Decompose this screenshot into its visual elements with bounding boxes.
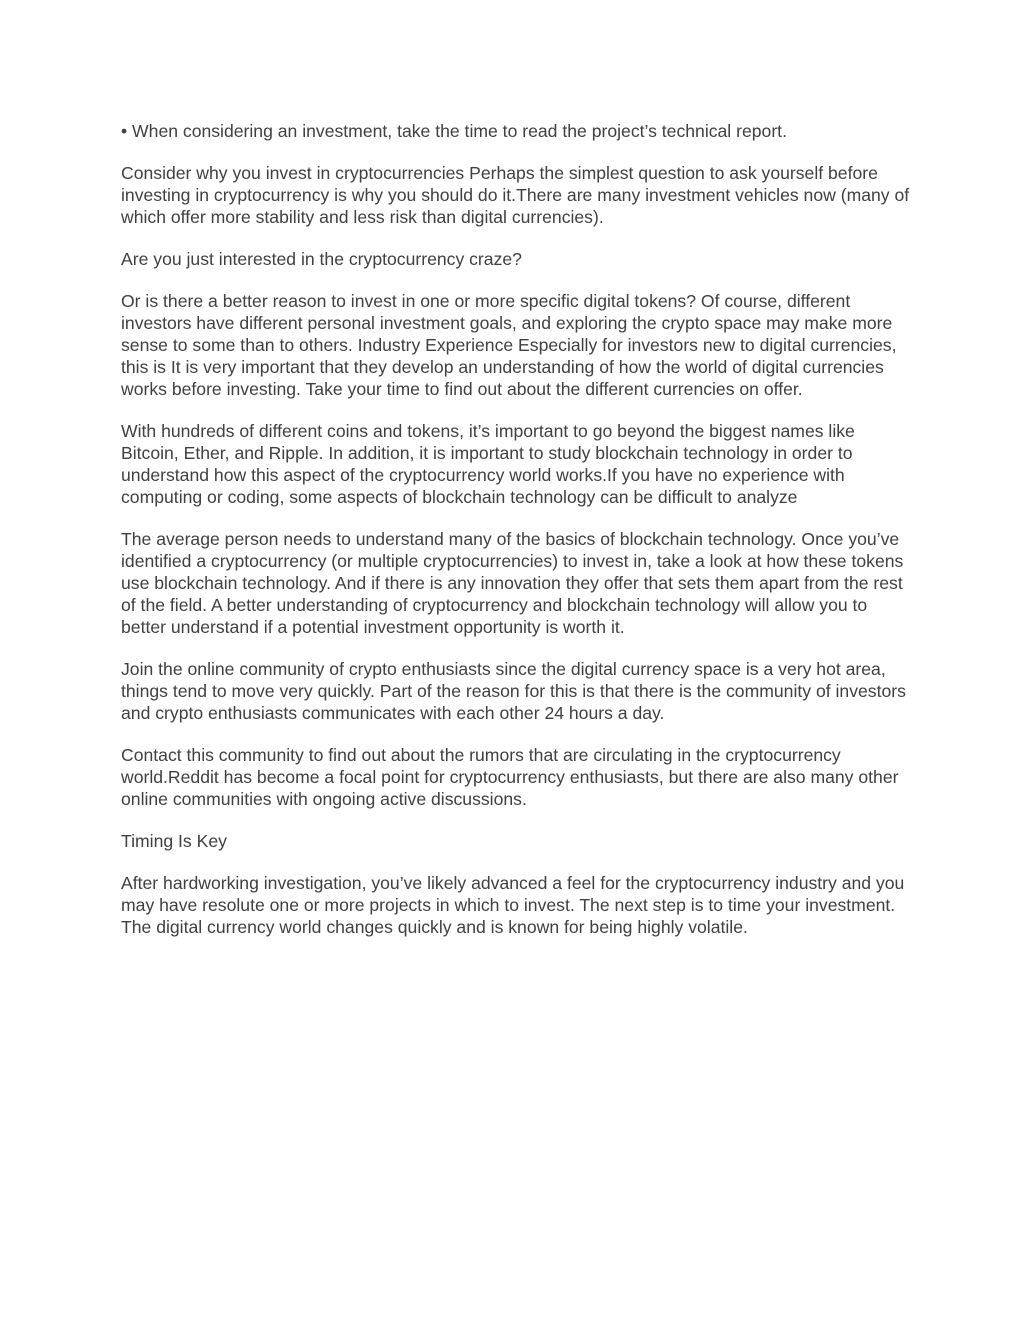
section-heading-timing: Timing Is Key: [121, 831, 227, 851]
paragraph-specific-tokens: Or is there a better reason to invest in one or more specific digital tokens? Of course, different investors have different personal investment goals, and exploring the crypto space may make more sense to some than to others. Industry Experience Especially for investors new to digital currencies, this is It is very important that they develop an understanding of how the world of digital currencies works before investing. Take your time to find out about the different currencies on offer.: [121, 291, 897, 399]
paragraph-online-community: Join the online community of crypto enthusiasts since the digital currency space is a very hot area, things tend to move very quickly. Part of the reason for this is that there is the community of investors and crypto enthusiasts communicates with each other 24 hours a day.: [121, 659, 906, 723]
document-page: [121, 120, 911, 958]
paragraph-timing-investment: After hardworking investigation, you’ve likely advanced a feel for the cryptocurrency industry and you may have resolute one or more projects in which to invest. The next step is to time your investment. The digital currency world changes quickly and is known for being highly volatile.: [121, 873, 905, 937]
paragraph-why-invest: Consider why you invest in cryptocurrencies Perhaps the simplest question to ask yourself before investing in cryptocurrency is why you should do it.There are many investment vehicles now (many of which offer more stability and less risk than digital currencies).: [121, 163, 910, 227]
paragraph-coins-and-tokens: With hundreds of different coins and tokens, it’s important to go beyond the biggest names like Bitcoin, Ether, and Ripple. In addition, it is important to study blockchain technology in order to understand how this aspect of the cryptocurrency world works.If you have no experience with computing or coding, some aspects of blockchain technology can be difficult to analyze: [121, 421, 855, 507]
paragraph-blockchain-basics: The average person needs to understand many of the basics of blockchain technology. Once you’ve identified a cryptocurrency (or multiple cryptocurrencies) to invest in, take a look at how these tokens use blockchain technology. And if there is any innovation they offer that sets them apart from the rest of the field. A better understanding of cryptocurrency and blockchain technology will allow you to better understand if a potential investment opportunity is worth it.: [121, 529, 904, 637]
paragraph-contact-community: Contact this community to find out about the rumors that are circulating in the cryptocurrency world.Reddit has become a focal point for cryptocurrency enthusiasts, but there are also many other online communities with ongoing active discussions.: [121, 745, 899, 809]
paragraph-craze-question: Are you just interested in the cryptocurrency craze?: [121, 249, 522, 269]
paragraph-technical-report-bullet: • When considering an investment, take the time to read the project’s technical report.: [121, 121, 787, 141]
